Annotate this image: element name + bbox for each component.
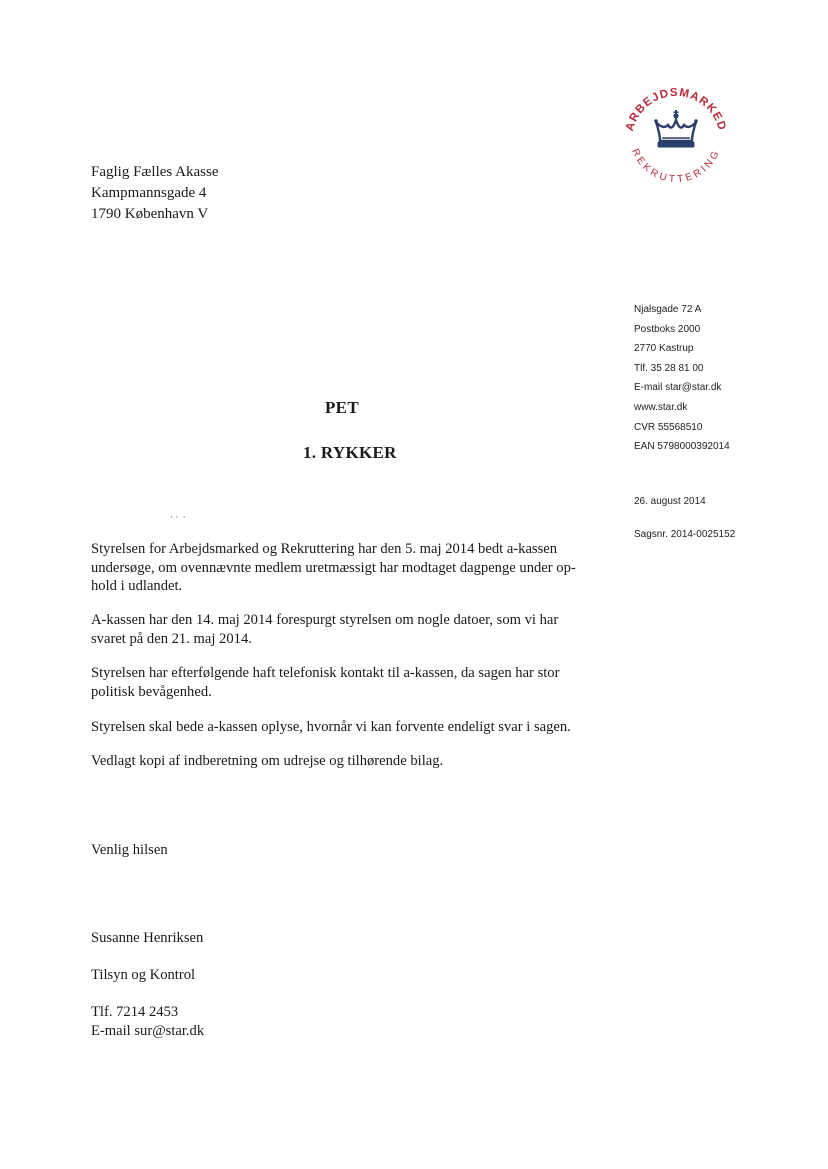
signer-email: E-mail sur@star.dk: [91, 1023, 205, 1039]
sender-line: Tlf. 35 28 81 00: [634, 362, 704, 374]
body-paragraph-2: [91, 611, 611, 648]
subject-name-heading: PET: [325, 398, 359, 417]
svg-text:ARBEJDSMARKED: [624, 87, 728, 133]
paragraph-line: undersøge, om ovennævnte medlem uretmæssigt har modtaget dagpenge under op-: [91, 559, 576, 576]
logo-arc-top-text: ARBEJDSMARKED: [623, 86, 729, 133]
recipient-address: [91, 162, 219, 225]
letter-date: 26. august 2014: [634, 496, 706, 507]
recipient-city: 1790 København V: [91, 206, 209, 222]
sender-line: E-mail star@star.dk: [634, 382, 722, 394]
sender-line: 2770 Kastrup: [634, 343, 694, 355]
paragraph-line: Styrelsen har efterfølgende haft telefonisk kontakt til a-kassen, da sagen har stor: [91, 665, 560, 681]
body-paragraph-5: [91, 752, 611, 771]
scan-specks: · · ·: [170, 512, 186, 522]
sender-line: Postboks 2000: [634, 323, 701, 335]
signer-contact: [91, 1003, 204, 1041]
paragraph-line: Vedlagt kopi af indberetning om udrejse og tilhørende bilag.: [91, 753, 444, 769]
paragraph-line: hold i udlandet.: [91, 578, 183, 595]
sender-address-block: [634, 300, 730, 457]
closing-greeting: Venlig hilsen: [91, 842, 168, 858]
reminder-heading: 1. RYKKER: [303, 443, 397, 462]
body-paragraph-4: [91, 718, 611, 737]
logo-arc-bottom-text: REKRUTTERING: [629, 147, 723, 186]
sender-line: CVR 55568510: [634, 421, 703, 433]
paragraph-line: politisk bevågenhed.: [91, 683, 212, 700]
paragraph-line: Styrelsen skal bede a-kassen oplyse, hvornår vi kan forvente endeligt svar i sagen.: [91, 719, 571, 735]
sender-line: EAN 5798000392014: [634, 441, 730, 453]
paragraph-line: svaret på den 21. maj 2014.: [91, 630, 252, 647]
crown-icon: [654, 110, 698, 147]
signer-phone: Tlf. 7214 2453: [91, 1004, 179, 1020]
recipient-street: Kampmannsgade 4: [91, 185, 207, 201]
signer-department: Tilsyn og Kontrol: [91, 967, 196, 983]
body-paragraph-1: [91, 540, 611, 596]
signer-name: Susanne Henriksen: [91, 930, 204, 946]
svg-text:REKRUTTERING: [629, 147, 722, 185]
arbejdsmarked-rekruttering-logo: [618, 78, 734, 194]
recipient-name: Faglig Fælles Akasse: [91, 164, 219, 180]
paragraph-line: Styrelsen for Arbejdsmarked og Rekruttering har den 5. maj 2014 bedt a-kassen: [91, 541, 558, 557]
case-number: Sagsnr. 2014-0025152: [634, 529, 736, 540]
body-paragraph-3: [91, 664, 611, 701]
sender-line: Njalsgade 72 A: [634, 304, 702, 315]
paragraph-line: A-kassen har den 14. maj 2014 forespurgt styrelsen om nogle datoer, som vi har: [91, 612, 559, 628]
sender-line: www.star.dk: [634, 401, 688, 413]
